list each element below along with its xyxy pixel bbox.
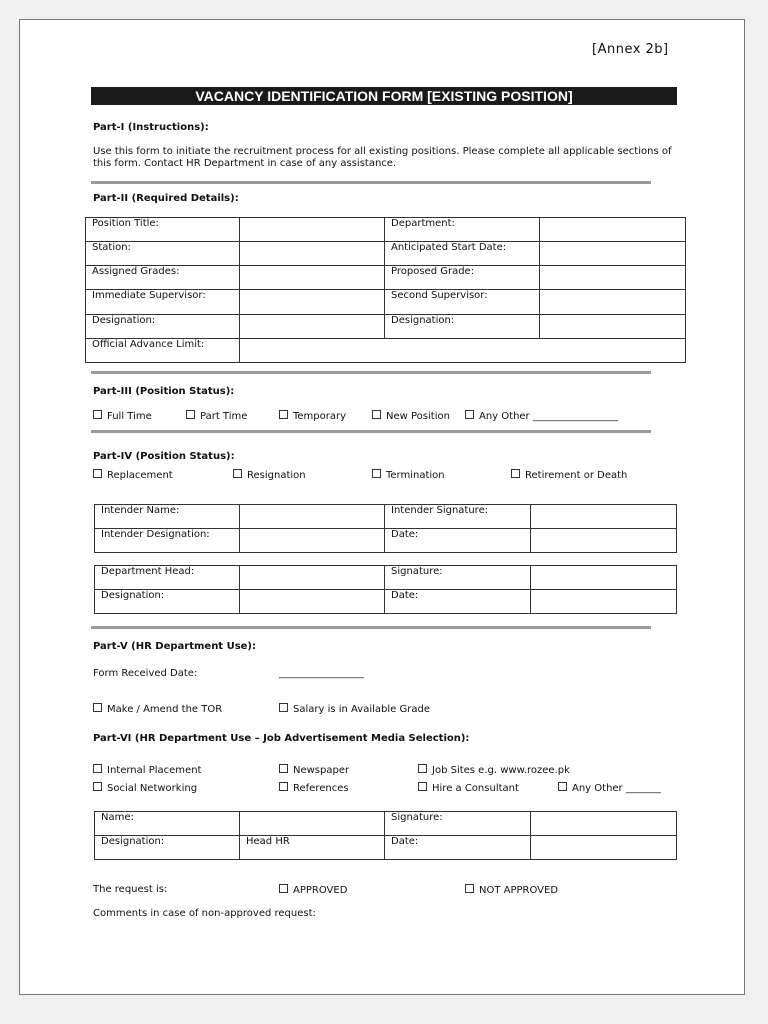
- hr-signoff-table: [94, 811, 677, 860]
- proposed-grade-label: Proposed Grade:: [385, 266, 540, 290]
- designation-label-2: Designation:: [385, 315, 540, 339]
- designation-field-2[interactable]: [540, 315, 686, 339]
- dept-head-signature-label: Signature:: [385, 566, 531, 590]
- hr-signature-label: Signature:: [385, 812, 531, 836]
- part1-instructions: Use this form to initiate the recruitment process for all existing positions. Please complete all applicable sections of this form. Contact HR Department in case of any assistance.: [93, 146, 672, 169]
- immediate-supervisor-field[interactable]: [240, 290, 385, 315]
- advance-limit-label: Official Advance Limit:: [86, 339, 240, 363]
- checkbox[interactable]: [279, 782, 288, 791]
- position-title-field[interactable]: [240, 218, 385, 242]
- checkbox[interactable]: [279, 884, 288, 893]
- table-row: [95, 566, 677, 590]
- second-supervisor-field[interactable]: [540, 290, 686, 315]
- checkbox[interactable]: [186, 410, 195, 419]
- divider: [91, 181, 651, 184]
- department-head-table: [94, 565, 677, 614]
- immediate-supervisor-label: Immediate Supervisor:: [86, 290, 240, 315]
- station-label: Station:: [86, 242, 240, 266]
- checkbox[interactable]: [93, 764, 102, 773]
- table-row: [95, 529, 677, 553]
- part2-heading: Part-II (Required Details):: [93, 193, 239, 204]
- form-received-label: Form Received Date:: [93, 668, 198, 679]
- dept-head-designation-field[interactable]: [240, 590, 385, 614]
- table-row: [95, 812, 677, 836]
- part3-heading: Part-III (Position Status):: [93, 386, 235, 397]
- checkbox[interactable]: [233, 469, 242, 478]
- department-label: Department:: [385, 218, 540, 242]
- form-title: VACANCY IDENTIFICATION FORM [EXISTING POSITION]: [91, 87, 677, 105]
- checkbox[interactable]: [418, 764, 427, 773]
- part4-heading: Part-IV (Position Status):: [93, 451, 235, 462]
- table-row: [86, 242, 686, 266]
- checkbox[interactable]: [418, 782, 427, 791]
- table-row: [95, 836, 677, 860]
- part-time-option[interactable]: Part Time: [186, 410, 247, 422]
- designation-field[interactable]: [240, 315, 385, 339]
- checkbox[interactable]: [279, 410, 288, 419]
- checkbox[interactable]: [511, 469, 520, 478]
- approved-option[interactable]: APPROVED: [279, 884, 347, 896]
- salary-grade-option[interactable]: Salary is in Available Grade: [279, 703, 430, 715]
- job-sites-option[interactable]: Job Sites e.g. www.rozee.pk: [418, 764, 570, 776]
- divider: [91, 371, 651, 374]
- checkbox[interactable]: [465, 884, 474, 893]
- intender-date-label: Date:: [385, 529, 531, 553]
- intender-designation-field[interactable]: [240, 529, 385, 553]
- checkbox[interactable]: [372, 469, 381, 478]
- newspaper-option[interactable]: Newspaper: [279, 764, 349, 776]
- intender-designation-label: Intender Designation:: [95, 529, 240, 553]
- hr-date-field[interactable]: [531, 836, 677, 860]
- part1-heading: Part-I (Instructions):: [93, 122, 209, 133]
- hr-designation-label: Designation:: [95, 836, 240, 860]
- second-supervisor-label: Second Supervisor:: [385, 290, 540, 315]
- assigned-grades-label: Assigned Grades:: [86, 266, 240, 290]
- checkbox[interactable]: [372, 410, 381, 419]
- retirement-option[interactable]: Retirement or Death: [511, 469, 627, 481]
- dept-head-signature-field[interactable]: [531, 566, 677, 590]
- assigned-grades-field[interactable]: [240, 266, 385, 290]
- position-title-label: Position Title:: [86, 218, 240, 242]
- hr-name-field[interactable]: [240, 812, 385, 836]
- start-date-label: Anticipated Start Date:: [385, 242, 540, 266]
- intender-signature-label: Intender Signature:: [385, 505, 531, 529]
- part5-heading: Part-V (HR Department Use):: [93, 641, 256, 652]
- any-other-option[interactable]: Any Other _________________: [465, 410, 618, 422]
- intender-signature-field[interactable]: [531, 505, 677, 529]
- proposed-grade-field[interactable]: [540, 266, 686, 290]
- not-approved-option[interactable]: NOT APPROVED: [465, 884, 558, 896]
- request-label: The request is:: [93, 884, 168, 895]
- hr-name-label: Name:: [95, 812, 240, 836]
- form-received-date-field[interactable]: _________________: [279, 668, 364, 679]
- required-details-table: [85, 217, 686, 363]
- resignation-option[interactable]: Resignation: [233, 469, 306, 481]
- station-field[interactable]: [240, 242, 385, 266]
- intender-name-label: Intender Name:: [95, 505, 240, 529]
- divider: [91, 430, 651, 433]
- start-date-field[interactable]: [540, 242, 686, 266]
- make-amend-tor-option[interactable]: Make / Amend the TOR: [93, 703, 222, 715]
- checkbox[interactable]: [93, 410, 102, 419]
- intender-date-field[interactable]: [531, 529, 677, 553]
- dept-head-date-field[interactable]: [531, 590, 677, 614]
- comments-label: Comments in case of non-approved request:: [93, 908, 316, 919]
- hr-date-label: Date:: [385, 836, 531, 860]
- department-head-label: Department Head:: [95, 566, 240, 590]
- hr-signature-field[interactable]: [531, 812, 677, 836]
- social-networking-option[interactable]: Social Networking: [93, 782, 197, 794]
- dept-head-date-label: Date:: [385, 590, 531, 614]
- checkbox[interactable]: [558, 782, 567, 791]
- annex-label: [Annex 2b]: [592, 42, 669, 57]
- table-row: [95, 505, 677, 529]
- table-row: [86, 339, 686, 363]
- checkbox[interactable]: [279, 703, 288, 712]
- termination-option[interactable]: Termination: [372, 469, 445, 481]
- table-row: [86, 290, 686, 315]
- hr-designation-value: Head HR: [240, 836, 385, 860]
- intender-name-field[interactable]: [240, 505, 385, 529]
- full-time-option[interactable]: Full Time: [93, 410, 152, 422]
- dept-head-designation-label: Designation:: [95, 590, 240, 614]
- replacement-option[interactable]: Replacement: [93, 469, 173, 481]
- hire-consultant-option[interactable]: Hire a Consultant: [418, 782, 519, 794]
- table-row: [86, 266, 686, 290]
- advance-limit-field[interactable]: [240, 339, 686, 363]
- department-field[interactable]: [540, 218, 686, 242]
- form-page: [19, 19, 745, 995]
- table-row: [86, 315, 686, 339]
- designation-label: Designation:: [86, 315, 240, 339]
- part6-heading: Part-VI (HR Department Use – Job Advertisement Media Selection):: [93, 733, 470, 744]
- new-position-option[interactable]: New Position: [372, 410, 450, 422]
- any-other-media-option[interactable]: Any Other _______: [558, 782, 661, 794]
- temporary-option[interactable]: Temporary: [279, 410, 346, 422]
- intender-table: [94, 504, 677, 553]
- checkbox[interactable]: [93, 782, 102, 791]
- divider: [91, 626, 651, 629]
- internal-placement-option[interactable]: Internal Placement: [93, 764, 201, 776]
- table-row: [95, 590, 677, 614]
- checkbox[interactable]: [279, 764, 288, 773]
- checkbox[interactable]: [465, 410, 474, 419]
- checkbox[interactable]: [93, 469, 102, 478]
- department-head-field[interactable]: [240, 566, 385, 590]
- checkbox[interactable]: [93, 703, 102, 712]
- table-row: [86, 218, 686, 242]
- references-option[interactable]: References: [279, 782, 349, 794]
